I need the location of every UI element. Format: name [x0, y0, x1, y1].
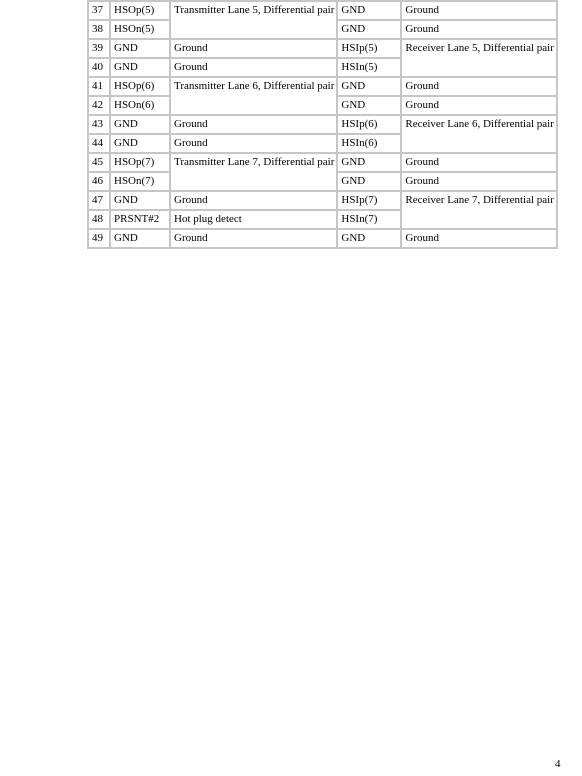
side-a-signal: HSOp(7)	[110, 153, 170, 172]
side-a-description: Ground	[170, 229, 337, 248]
table-row	[88, 77, 557, 96]
pin-assignment-table	[87, 0, 558, 249]
side-a-description: Ground	[170, 58, 337, 77]
side-a-description: Transmitter Lane 6, Differential pair	[170, 77, 337, 115]
side-a-signal: HSOp(6)	[110, 77, 170, 96]
side-a-description: Transmitter Lane 5, Differential pair	[170, 1, 337, 39]
pin-number: 49	[88, 229, 110, 248]
side-a-signal: HSOp(5)	[110, 1, 170, 20]
side-b-description: Ground	[401, 96, 557, 115]
pin-number: 41	[88, 77, 110, 96]
pin-number: 42	[88, 96, 110, 115]
table-row	[88, 1, 557, 20]
side-b-description: Ground	[401, 172, 557, 191]
side-b-signal: GND	[337, 20, 401, 39]
side-a-description: Ground	[170, 134, 337, 153]
pin-number: 37	[88, 1, 110, 20]
pin-number: 44	[88, 134, 110, 153]
side-b-signal: GND	[337, 172, 401, 191]
side-b-description: Ground	[401, 153, 557, 172]
side-b-description: Ground	[401, 77, 557, 96]
side-a-signal: HSOn(5)	[110, 20, 170, 39]
side-a-description: Hot plug detect	[170, 210, 337, 229]
side-b-description: Receiver Lane 5, Differential pair	[401, 39, 557, 77]
side-b-description: Ground	[401, 229, 557, 248]
pin-number: 40	[88, 58, 110, 77]
side-b-signal: GND	[337, 229, 401, 248]
pin-number: 48	[88, 210, 110, 229]
side-a-signal: GND	[110, 115, 170, 134]
pin-number: 45	[88, 153, 110, 172]
side-b-description: Receiver Lane 7, Differential pair	[401, 191, 557, 229]
side-a-signal: HSOn(6)	[110, 96, 170, 115]
side-a-description: Ground	[170, 115, 337, 134]
side-b-signal: HSIp(5)	[337, 39, 401, 58]
table-row	[88, 229, 557, 248]
pin-number: 46	[88, 172, 110, 191]
side-a-signal: GND	[110, 58, 170, 77]
side-b-description: Ground	[401, 20, 557, 39]
side-b-signal: HSIn(6)	[337, 134, 401, 153]
table-row	[88, 39, 557, 58]
side-b-signal: HSIn(7)	[337, 210, 401, 229]
pin-number: 43	[88, 115, 110, 134]
side-a-signal: GND	[110, 39, 170, 58]
side-b-signal: HSIn(5)	[337, 58, 401, 77]
side-a-signal: PRSNT#2	[110, 210, 170, 229]
side-a-signal: GND	[110, 229, 170, 248]
side-b-signal: GND	[337, 77, 401, 96]
side-b-signal: HSIp(7)	[337, 191, 401, 210]
pin-number: 38	[88, 20, 110, 39]
pin-number: 39	[88, 39, 110, 58]
side-a-description: Ground	[170, 39, 337, 58]
side-b-signal: GND	[337, 153, 401, 172]
side-b-signal: GND	[337, 1, 401, 20]
side-b-description: Receiver Lane 6, Differential pair	[401, 115, 557, 153]
side-a-description: Transmitter Lane 7, Differential pair	[170, 153, 337, 191]
page-number: 4	[555, 758, 561, 770]
side-b-description: Ground	[401, 1, 557, 20]
side-a-signal: GND	[110, 134, 170, 153]
pin-number: 47	[88, 191, 110, 210]
side-b-signal: HSIp(6)	[337, 115, 401, 134]
side-a-description: Ground	[170, 191, 337, 210]
table-row	[88, 191, 557, 210]
side-a-signal: GND	[110, 191, 170, 210]
side-b-signal: GND	[337, 96, 401, 115]
side-a-signal: HSOn(7)	[110, 172, 170, 191]
table-row	[88, 153, 557, 172]
table-row	[88, 115, 557, 134]
